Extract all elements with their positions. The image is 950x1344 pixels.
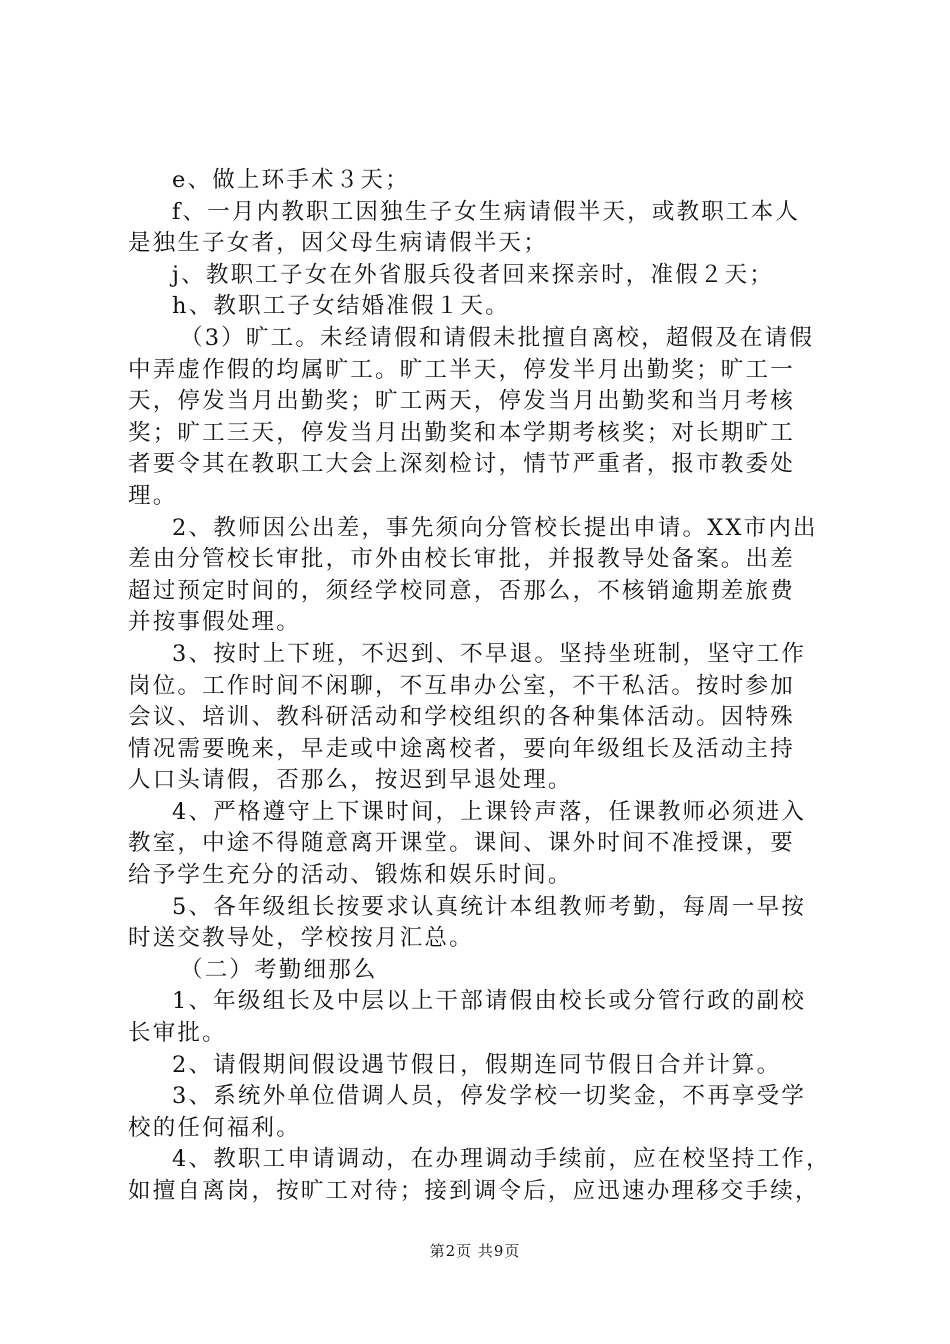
text-line: 是独生子女者，因父母生病请假半天； xyxy=(128,230,548,257)
text-line: 2、请假期间假设遇节假日，假期连同节假日合并计算。 xyxy=(172,1051,782,1078)
text-line: 如擅自离岗，按旷工对待；接到调令后，应迅速办理移交手续， xyxy=(128,1178,820,1204)
text-line: f、一月内教职工因独生子女生病请假半天，或教职工本人 xyxy=(172,198,801,225)
text-line: 人口头请假，否那么，按迟到早退处理。 xyxy=(128,767,573,794)
text-line: 天，停发当月出勤奖；旷工两天，停发当月出勤奖和当月考核 xyxy=(128,388,795,415)
text-line: 奖；旷工三天，停发当月出勤奖和本学期考核奖；对长期旷工 xyxy=(128,419,795,446)
text-line: h、教职工子女结婚准假１天。 xyxy=(172,293,510,320)
section-heading-line: （3）旷工。未经请假和请假未批擅自离校，超假及在请假 xyxy=(180,324,815,351)
text-line: 4、教职工申请调动，在办理调动手续前，应在校坚持工作， xyxy=(172,1146,831,1173)
text-line: 3、按时上下班，不迟到、不早退。坚持坐班制，坚守工作 xyxy=(172,640,807,667)
text-line: 理。 xyxy=(128,482,178,509)
text-line: 差由分管校长审批，市外由校长审批，并报教导处备案。出差 xyxy=(128,546,795,573)
text-line: 并按事假处理。 xyxy=(128,609,301,636)
text-line: 情况需要晚来，早走或中途离校者，要向年级组长及活动主持 xyxy=(128,735,795,762)
text-line: 时送交教导处，学校按月汇总。 xyxy=(128,925,474,952)
text-line: 5、各年级组长按要求认真统计本组教师考勤，每周一早按 xyxy=(172,893,807,920)
text-line: 校的任何福利。 xyxy=(128,1114,301,1141)
text-line: e、做上环手术３天； xyxy=(172,167,410,193)
text-line: 1、年级组长及中层以上干部请假由校长或分管行政的副校 xyxy=(172,988,807,1015)
text-line: 2、教师因公出差，事先须向分管校长提出申请。XX市内出 xyxy=(172,514,818,541)
text-line: 长审批。 xyxy=(128,1020,227,1047)
text-line: 会议、培训、教科研活动和学校组织的各种集体活动。因特殊 xyxy=(128,704,795,731)
text-line: 中弄虚作假的均属旷工。旷工半天，停发半月出勤奖；旷工一 xyxy=(128,356,795,383)
text-line: 超过预定时间的，须经学校同意，否那么，不核销逾期差旅费 xyxy=(128,577,795,604)
section-heading-line: （二）考勤细那么 xyxy=(180,956,378,983)
text-line: 者要令其在教职工大会上深刻检讨，情节严重者，报市教委处 xyxy=(128,451,795,478)
text-line: j、教职工子女在外省服兵役者回来探亲时，准假２天； xyxy=(172,261,774,288)
text-line: 4、严格遵守上下课时间，上课铃声落，任课教师必须进入 xyxy=(172,798,807,825)
text-line: 教室，中途不得随意离开课堂。课间、课外时间不准授课，要 xyxy=(128,830,795,857)
page-number-footer: 第2页 共9页 xyxy=(429,1242,521,1260)
text-line: 给予学生充分的活动、锻炼和娱乐时间。 xyxy=(128,862,573,889)
text-line: 岗位。工作时间不闲聊，不互串办公室，不干私活。按时参加 xyxy=(128,672,795,699)
document-body xyxy=(128,165,833,1208)
text-line: 3、系统外单位借调人员，停发学校一切奖金，不再享受学 xyxy=(172,1083,807,1110)
